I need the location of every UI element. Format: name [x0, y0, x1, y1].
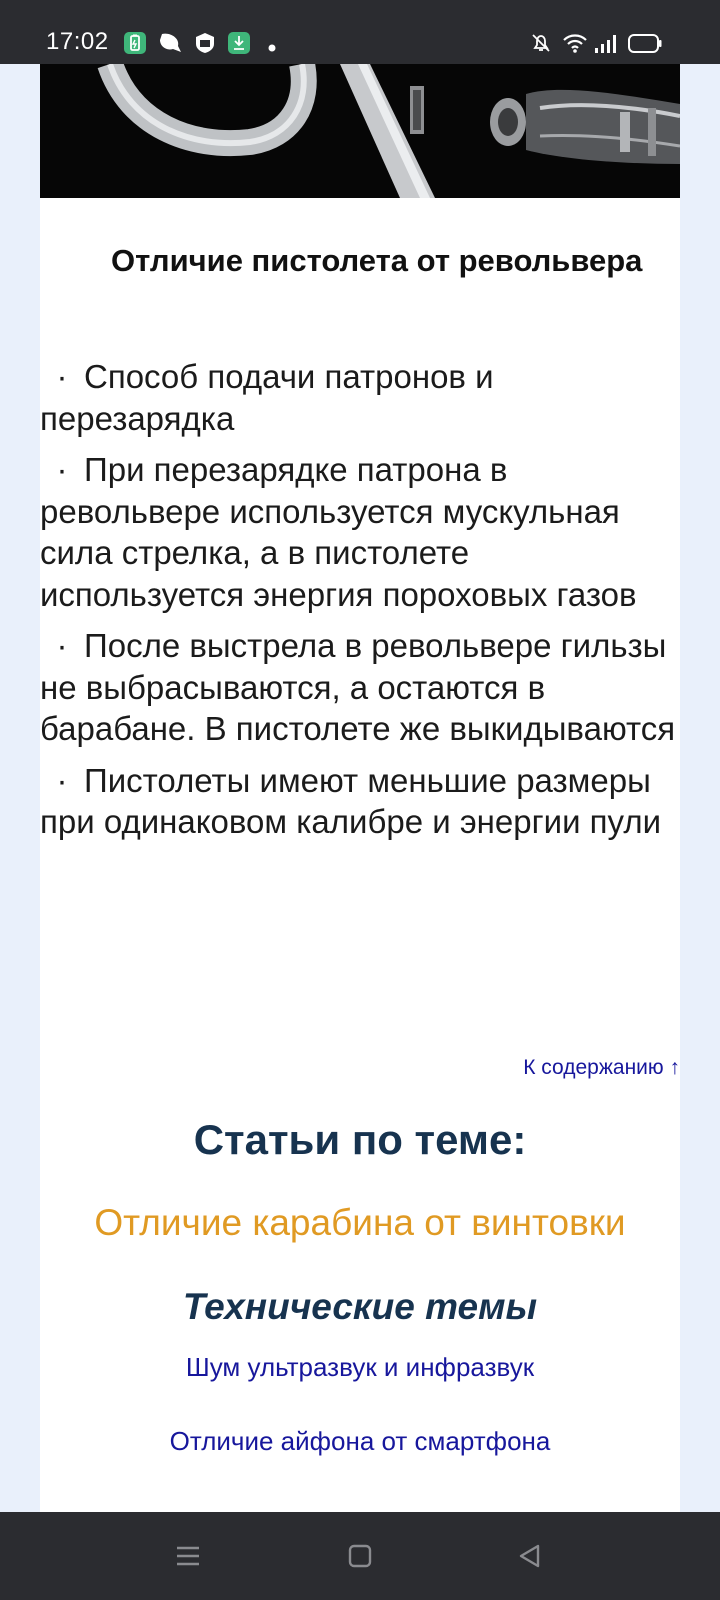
point-text: При перезарядке патрона в револьвере используется мускульная сила стрелка, а в пистолете используется энергия пороховых газов	[40, 451, 637, 613]
bullet: ·	[56, 761, 68, 799]
status-bar	[0, 0, 720, 64]
download-icon	[228, 32, 250, 59]
mute-icon	[530, 32, 552, 59]
bullet: ·	[56, 627, 68, 664]
battery-icon	[628, 34, 662, 59]
list-item	[40, 760, 676, 843]
dot-icon	[268, 39, 276, 57]
list-item	[40, 356, 676, 439]
battery-saver-icon	[124, 32, 146, 59]
points-list	[40, 356, 676, 853]
topic-link-iphone[interactable]: Отличие айфона от смартфона	[169, 1426, 551, 1456]
point-text: Способ подачи патронов и перезарядка	[40, 358, 494, 437]
list-item	[40, 449, 676, 615]
signal-icon	[594, 32, 618, 59]
point-text: После выстрела в револьвере гильзы не выбрасываются, а остаются в барабане. В пистолете же выкидываются	[40, 627, 676, 747]
topics-heading: Технические темы	[182, 1286, 538, 1327]
bullet: ·	[56, 358, 68, 395]
chat-bubble-icon	[158, 32, 182, 59]
bullet: ·	[56, 451, 68, 488]
topic-link-noise[interactable]: Шум ультразвук и инфразвук	[185, 1352, 535, 1382]
back-icon[interactable]	[516, 1542, 544, 1570]
shield-app-icon	[194, 32, 216, 59]
home-icon[interactable]	[346, 1542, 374, 1570]
wifi-icon	[562, 32, 588, 59]
menu-icon[interactable]	[174, 1542, 202, 1570]
related-heading: Статьи по теме:	[193, 1116, 527, 1163]
status-time: 17:02	[46, 28, 109, 55]
point-text: Пистолеты имеют меньшие размеры при одинаковом калибре и энергии пули	[40, 761, 662, 840]
article-page[interactable]	[40, 64, 680, 1512]
article-title: Отличие пистолета от револьвера	[111, 243, 643, 278]
revolver-image	[40, 64, 680, 198]
navigation-bar	[0, 1512, 720, 1600]
list-item	[40, 625, 676, 750]
related-article-link[interactable]: Отличие карабина от винтовки	[94, 1202, 626, 1243]
toc-link[interactable]: К содержанию ↑	[523, 1056, 680, 1079]
